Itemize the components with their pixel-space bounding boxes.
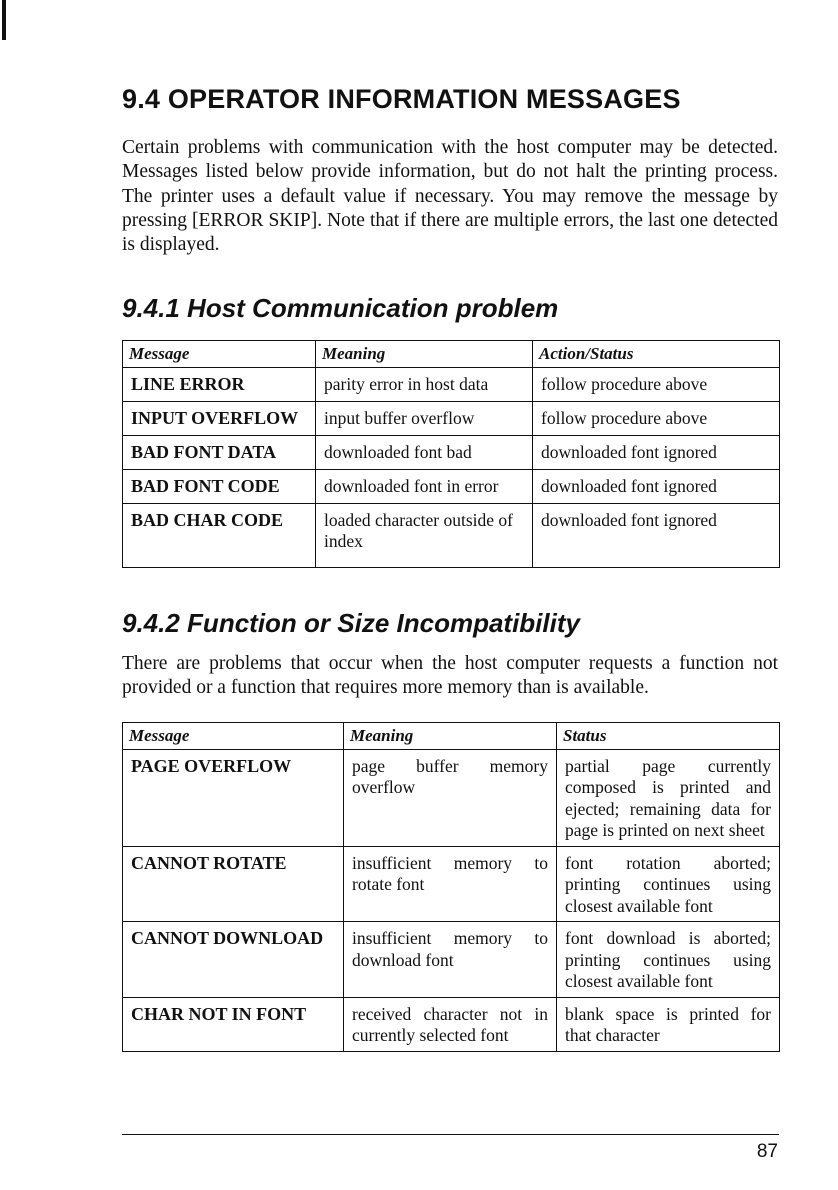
status-cell: font download is aborted; printing continues using closest available font (557, 922, 780, 998)
table-row (123, 367, 780, 401)
host-comm-heading: 9.4.1 Host Communication problem (122, 293, 559, 323)
meaning-cell: page buffer memory overflow (344, 749, 557, 846)
action-cell: follow procedure above (533, 367, 780, 401)
table-row (123, 749, 780, 846)
section-intro: Certain problems with communication with the host computer may be detected. Messages listed below provide information, but do not halt the printing process. The printer uses a default value if necessary. You may remove the message by pressing [ERROR SKIP]. Note that if there are multiple errors, the last one detected is displayed. (122, 137, 778, 256)
action-cell: downloaded font ignored (533, 469, 780, 503)
status-cell: font rotation aborted; printing continues using closest available font (557, 846, 780, 922)
status-cell: partial page currently composed is printed and ejected; remaining data for page is printed on next sheet (557, 749, 780, 846)
table-header-row (123, 341, 780, 368)
column-header-action: Action/Status (533, 341, 780, 368)
action-cell: downloaded font ignored (533, 435, 780, 469)
meaning-cell: input buffer overflow (316, 401, 533, 435)
message-cell: PAGE OVERFLOW (123, 749, 344, 846)
meaning-cell: downloaded font in error (316, 469, 533, 503)
meaning-cell: insufficient memory to rotate font (344, 846, 557, 922)
message-cell: CANNOT ROTATE (123, 846, 344, 922)
table-row (123, 435, 780, 469)
page-number: 87 (756, 1141, 778, 1162)
message-cell: CHAR NOT IN FONT (123, 997, 344, 1051)
section-title: 9.4 OPERATOR INFORMATION MESSAGES (122, 84, 681, 114)
message-cell: LINE ERROR (123, 367, 316, 401)
table-row (123, 469, 780, 503)
meaning-cell: received character not in currently selected font (344, 997, 557, 1051)
function-size-table (122, 722, 780, 1052)
message-cell: INPUT OVERFLOW (123, 401, 316, 435)
message-cell: BAD FONT DATA (123, 435, 316, 469)
column-header-meaning: Meaning (316, 341, 533, 368)
message-cell: CANNOT DOWNLOAD (123, 922, 344, 998)
message-cell: BAD FONT CODE (123, 469, 316, 503)
meaning-cell: downloaded font bad (316, 435, 533, 469)
table-row (123, 401, 780, 435)
table-row (123, 922, 780, 998)
column-header-meaning: Meaning (344, 723, 557, 750)
status-cell: blank space is printed for that character (557, 997, 780, 1051)
scan-edge-mark (2, 0, 6, 40)
table-row (123, 846, 780, 922)
column-header-message: Message (123, 341, 316, 368)
message-cell: BAD CHAR CODE (123, 503, 316, 567)
meaning-cell: parity error in host data (316, 367, 533, 401)
meaning-cell: insufficient memory to download font (344, 922, 557, 998)
column-header-message: Message (123, 723, 344, 750)
function-size-heading: 9.4.2 Function or Size Incompatibility (122, 608, 580, 638)
footer-divider (122, 1134, 779, 1135)
action-cell: follow procedure above (533, 401, 780, 435)
column-header-status: Status (557, 723, 780, 750)
meaning-cell: loaded character outside of index (316, 503, 533, 567)
function-size-intro: There are problems that occur when the host computer requests a function not provided or a function that requires more memory than is available. (122, 653, 778, 699)
table-row (123, 997, 780, 1051)
host-comm-table (122, 340, 780, 568)
table-header-row (123, 723, 780, 750)
action-cell: downloaded font ignored (533, 503, 780, 567)
table-row (123, 503, 780, 567)
